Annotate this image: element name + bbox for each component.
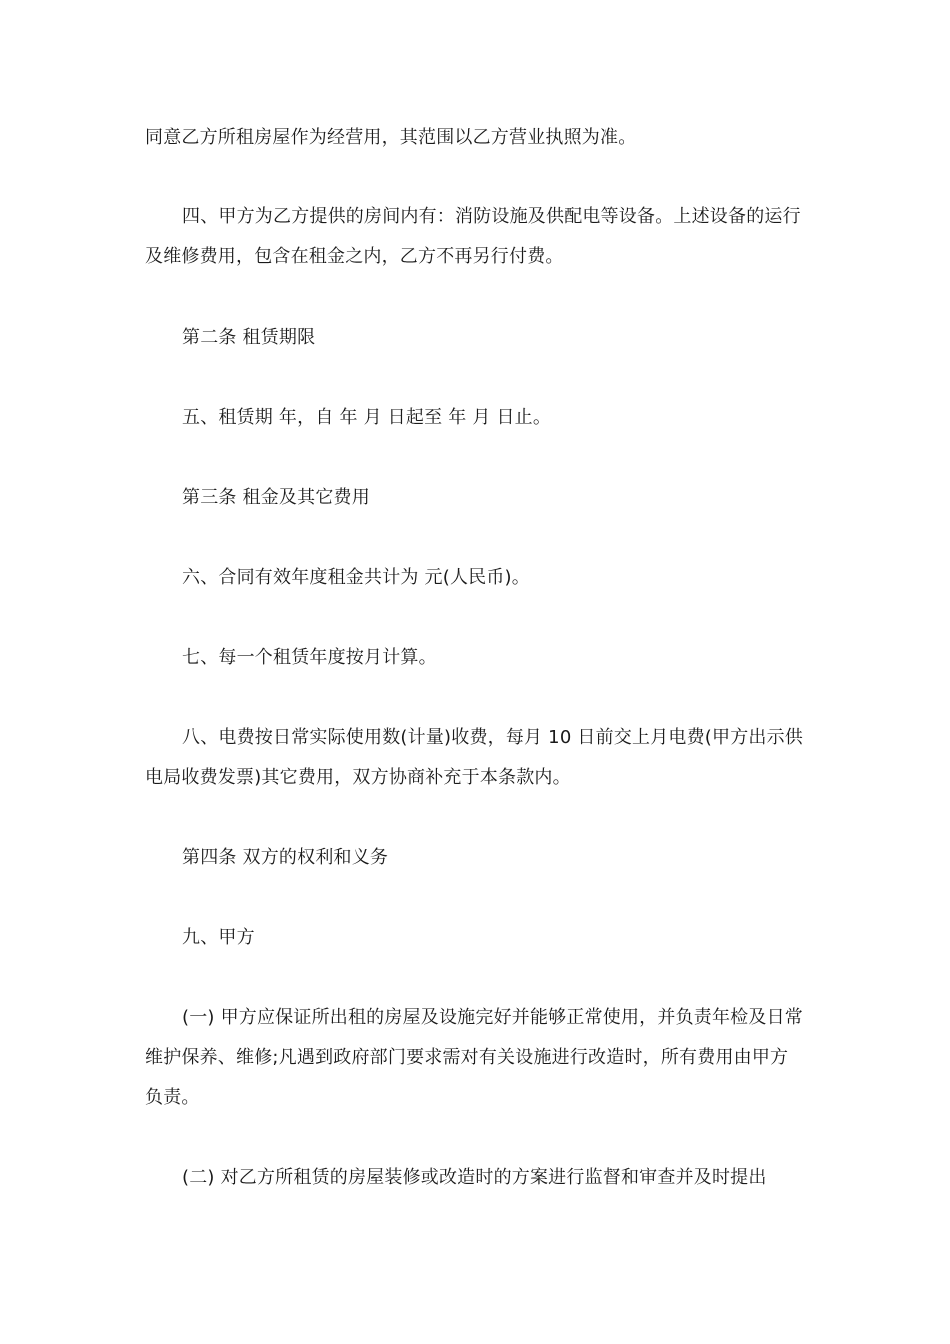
paragraph-clause-5-lease-period: 五、租赁期 年，自 年 月 日起至 年 月 日止。 (182, 407, 552, 428)
heading-article-4-rights-obligations: 第四条 双方的权利和义务 (182, 847, 389, 868)
paragraph-business-use: 同意乙方所租房屋作为经营用，其范围以乙方营业执照为准。 (145, 127, 637, 148)
heading-article-2-lease-term: 第二条 租赁期限 (182, 327, 316, 348)
paragraph-clause-8-electricity: 八、电费按日常实际使用数(计量)收费，每月 10 日前交上月电费(甲方出示供电局收费发票)其它费用，双方协商补充于本条款内。 (145, 727, 804, 788)
paragraph-clause-9-party-a: 九、甲方 (182, 927, 255, 948)
paragraph-party-a-item-2: (二) 对乙方所租赁的房屋装修或改造时的方案进行监督和审查并及时提出 (182, 1167, 767, 1188)
heading-article-3-rent-fees: 第三条 租金及其它费用 (182, 487, 370, 508)
paragraph-clause-6-annual-rent: 六、合同有效年度租金共计为 元(人民币)。 (182, 567, 530, 588)
paragraph-clause-7-monthly-calculation: 七、每一个租赁年度按月计算。 (182, 647, 437, 668)
paragraph-party-a-item-1: (一) 甲方应保证所出租的房屋及设施完好并能够正常使用，并负责年检及日常维护保养、维修;凡遇到政府部门要求需对有关设施进行改造时，所有费用由甲方负责。 (145, 1007, 803, 1108)
paragraph-clause-4-equipment: 四、甲方为乙方提供的房间内有：消防设施及供配电等设备。上述设备的运行及维修费用，包含在租金之内，乙方不再另行付费。 (145, 206, 801, 267)
